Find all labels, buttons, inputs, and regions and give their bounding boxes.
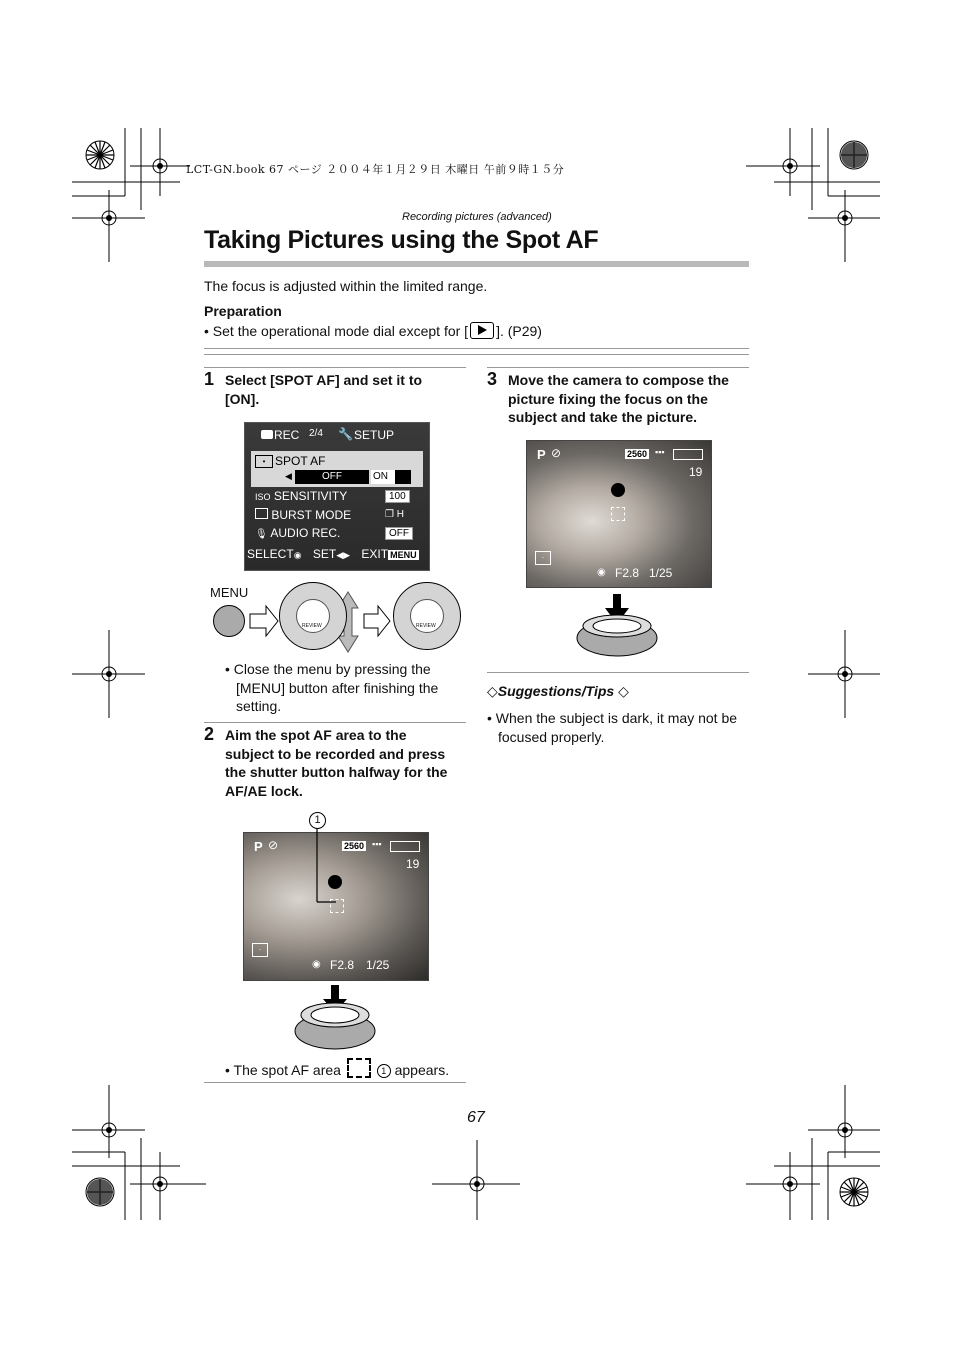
spot-af-off-option[interactable]: OFF (295, 470, 369, 484)
menu-page-indicator: 2/4 (309, 428, 323, 439)
step-number: 3 (487, 369, 498, 389)
set-hint: SET (312, 547, 337, 561)
spot-af-label: SPOT AF (275, 454, 326, 468)
aperture-value: F2.8 (330, 958, 355, 972)
flash-off-icon: ⊘ (268, 838, 279, 852)
burst-value-text: H (396, 509, 404, 520)
preparation-text-before: • Set the operational mode dial except for [ (204, 323, 469, 339)
review-label: REVIEW (416, 623, 436, 629)
title-underline (204, 261, 749, 267)
burst-value: ❐ H (385, 509, 404, 520)
sensitivity-label: SENSITIVITY (273, 489, 348, 503)
remaining-count: 19 (689, 465, 703, 479)
step2-note-after: appears. (394, 1062, 450, 1078)
step3-text-line: subject and take the picture. (508, 409, 698, 425)
quality-icon: ▪▪▪ (655, 447, 665, 457)
spot-dot (611, 483, 625, 497)
mode-p: P (254, 839, 263, 854)
resolution-badge: 2560 (344, 841, 365, 851)
select-hint: SELECT (247, 547, 294, 561)
section-divider (204, 348, 749, 349)
tips-text-line: focused properly. (498, 728, 605, 745)
remaining-count: 19 (406, 857, 420, 871)
menu-tabs (245, 427, 429, 445)
callout-inline (377, 1064, 391, 1078)
step1-note-line: setting. (236, 698, 282, 714)
resolution-badge: 2560 (627, 449, 648, 459)
audio-rec-row[interactable] (255, 526, 340, 540)
intro-text: The focus is adjusted within the limited range. (204, 278, 488, 294)
step3-text (508, 371, 748, 427)
exit-hint: EXIT (361, 547, 389, 561)
step2-text (225, 726, 465, 800)
step2-divider (204, 722, 466, 723)
step3-text-line: Move the camera to compose the (508, 372, 729, 388)
burst-icon (255, 508, 268, 519)
step1-note (225, 660, 465, 716)
flash-off-icon: ⊘ (551, 446, 562, 460)
page-number: 67 (467, 1109, 485, 1126)
menu-footer (247, 547, 427, 561)
step2-text-line: the shutter button halfway for the (225, 764, 448, 780)
step-number: 2 (204, 724, 215, 744)
tab-rec[interactable]: REC (274, 428, 300, 442)
spot-af-icon: • (255, 455, 273, 468)
iso-icon: ISO (255, 492, 271, 502)
audio-rec-value: OFF (385, 527, 413, 540)
shutter-value: 1/25 (366, 958, 390, 972)
step-number: 1 (204, 369, 215, 389)
wrench-icon: 🔧 (338, 427, 353, 441)
section-header: Recording pictures (advanced) (402, 211, 552, 223)
menu-button[interactable] (213, 605, 245, 637)
quality-icon: ▪▪▪ (372, 839, 382, 849)
playback-icon (470, 322, 494, 339)
battery-icon (390, 841, 420, 852)
tips-text (487, 709, 749, 746)
spot-af-area (611, 507, 625, 521)
file-info-line: LCT-GN.book 67 ページ ２００４年１月２９日 木曜日 午前９時１５分 (186, 163, 565, 176)
preparation-heading: Preparation (204, 303, 282, 319)
step1-note-line: [MENU] button after finishing the (236, 679, 439, 696)
callout-text: 1 (314, 814, 321, 826)
left-column-bottom-rule (204, 1082, 466, 1083)
step1-text (225, 371, 465, 408)
spot-af-on-option[interactable]: ON (371, 470, 395, 484)
tips-heading-text: Suggestions/Tips (497, 683, 615, 699)
step2-text-line: AF/AE lock. (225, 782, 303, 799)
step2-text-line: Aim the spot AF area to the (225, 727, 407, 743)
spot-af-row[interactable] (251, 451, 423, 487)
right-arrow-icon (250, 606, 278, 636)
diamond-icon: ◇ (487, 683, 498, 699)
cursor-dial-left[interactable] (279, 582, 347, 650)
tips-heading (487, 683, 629, 700)
step3-divider (487, 367, 749, 368)
tips-text-line: • When the subject is dark, it may not be (487, 710, 738, 726)
section-divider (204, 354, 749, 355)
diamond-icon: ◇ (618, 683, 629, 699)
callout-inline-text: 1 (381, 1066, 387, 1076)
step1-note-line: • Close the menu by pressing the (225, 661, 431, 677)
cursor-icon: ◉ (293, 550, 302, 560)
left-arrow-icon: ◀ (285, 471, 292, 481)
spot-metering-icon: · (252, 943, 268, 957)
mode-p: P (537, 447, 546, 462)
menu-button-label: MENU (210, 585, 249, 600)
burst-mode-label: BURST MODE (271, 508, 352, 522)
left-right-icon: ◀▶ (336, 550, 351, 560)
audio-rec-label: AUDIO REC. (270, 526, 341, 540)
exposure-icon: ◉ (597, 567, 606, 578)
step3-text-line: picture fixing the focus on the (508, 390, 708, 407)
step2-text-line: subject to be recorded and press (225, 745, 446, 762)
tab-setup[interactable]: SETUP (354, 428, 395, 442)
shutter-button-diagram (572, 594, 662, 658)
step2-note-before: • The spot AF area (225, 1062, 341, 1078)
callout-leader (300, 826, 350, 916)
spot-metering-icon: · (535, 551, 551, 565)
menu-badge: MENU (390, 550, 417, 560)
preparation-text-after: ]. (P29) (496, 323, 542, 339)
battery-icon (673, 449, 703, 460)
page-title: Taking Pictures using the Spot AF (204, 226, 599, 254)
shutter-value: 1/25 (649, 566, 673, 580)
microphone-icon: 🎙 (255, 529, 268, 540)
cursor-dial-right[interactable] (393, 582, 461, 650)
exposure-icon: ◉ (312, 959, 321, 970)
tips-divider (487, 672, 749, 673)
shutter-button-diagram (290, 985, 380, 1053)
burst-mode-row[interactable] (255, 508, 351, 522)
sensitivity-value: 100 (385, 490, 410, 503)
camera-icon (261, 430, 273, 439)
step1-text-line: [ON]. (225, 390, 260, 407)
step1-text-line: Select [SPOT AF] and set it to (225, 372, 423, 388)
preparation-text (204, 322, 542, 339)
camera-preview-step3 (526, 440, 712, 588)
step2-note (225, 1058, 470, 1080)
spot-af-area-icon (347, 1058, 371, 1078)
option-end-block (395, 470, 411, 484)
aperture-value: F2.8 (615, 566, 640, 580)
review-label: REVIEW (302, 623, 322, 629)
right-arrow-icon (364, 606, 390, 636)
step1-divider (204, 367, 466, 368)
menu-screen (244, 422, 430, 571)
sensitivity-row[interactable] (255, 489, 347, 503)
